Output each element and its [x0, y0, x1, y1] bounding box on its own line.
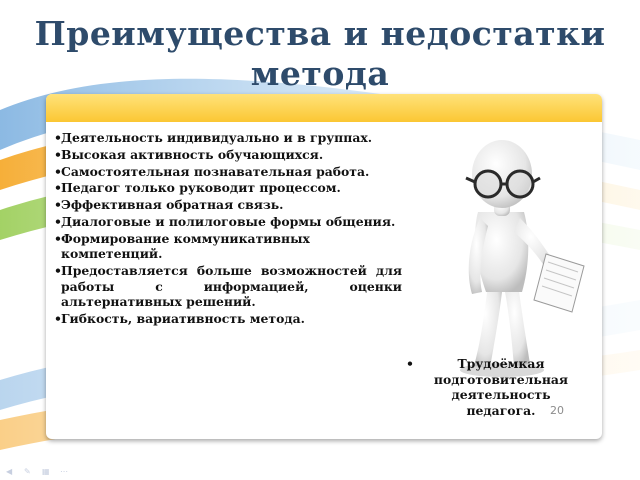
- bullet-icon: •: [406, 356, 414, 371]
- list-item: • Самостоятельная познавательная работа.: [54, 164, 402, 180]
- slides-icon[interactable]: ▦: [42, 467, 50, 476]
- list-item: • Диалоговые и полилоговые формы общения.: [54, 214, 402, 230]
- list-item: • Формирование коммуникативных компетенций.: [54, 231, 402, 262]
- slide-number: 20: [550, 404, 564, 417]
- slide-title: Преимущества и недостатки метода: [34, 14, 606, 93]
- card-header-band: [46, 94, 602, 122]
- prev-icon[interactable]: ◀: [6, 467, 13, 476]
- document-icon: [534, 254, 584, 312]
- person-with-glasses-image: [444, 134, 594, 384]
- list-item: • Предоставляется больше возможностей для работы с информацией, оценки альтернативных решений.: [54, 263, 402, 310]
- content-card: [46, 94, 602, 439]
- pen-icon[interactable]: ✎: [24, 467, 31, 476]
- list-item: • Деятельность индивидуально и в группах.: [54, 130, 402, 146]
- more-icon[interactable]: ⋯: [60, 467, 68, 476]
- list-item: Трудоёмкая подготовительная деятельность педагога.: [433, 356, 569, 418]
- advantages-list: [54, 130, 402, 328]
- list-item: • Педагог только руководит процессом.: [54, 180, 402, 196]
- list-item: • Эффективная обратная связь.: [54, 197, 402, 213]
- nav-icons[interactable]: [6, 468, 72, 476]
- list-item: • Гибкость, вариативность метода.: [54, 311, 402, 327]
- list-item: • Высокая активность обучающихся.: [54, 147, 402, 163]
